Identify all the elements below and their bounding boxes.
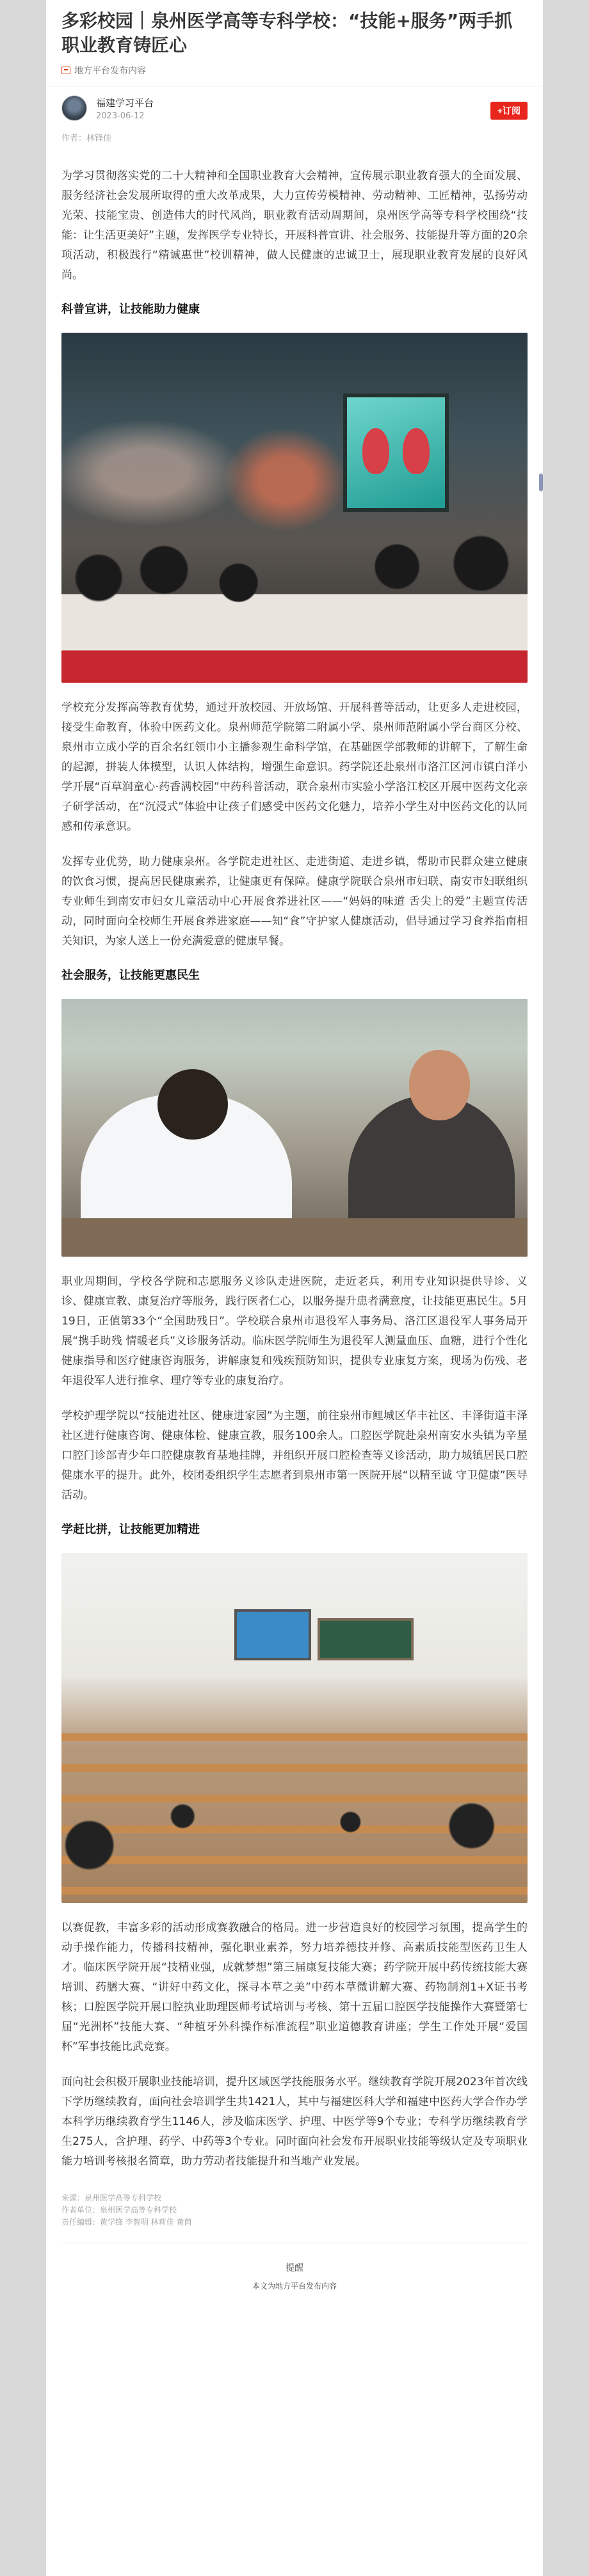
students-group xyxy=(61,521,528,683)
source-line: 来源：泉州医学高等专科学校 xyxy=(61,2193,162,2202)
paragraph: 职业周期间，学校各学院和志愿服务义诊队走进医院，走近老兵，利用专业知识提供导诊、义诊、健康宣教、康复治疗等服务，践行医者仁心，以服务提升患者满意度，让技能更惠民生。5月19日，正值第33个“全国助残日”。学校联合泉州市退役军人事务局、洛江区退役军人事务局开展“携手助残 情暖老兵”义诊服务活动。临床医学院师生为退役军人测量血压、血糖，进行个性化健康指导和医疗健康咨询服务，讲解康复和残疾预防知识，提供专业康复方案，现场为伤残、老年退役军人进行推拿、理疗等专业的康复治疗。 xyxy=(61,1275,528,1387)
nurse-head xyxy=(157,1069,228,1140)
section-heading: 社会服务，让技能更惠民生 xyxy=(61,969,200,982)
paragraph: 以赛促教，丰富多彩的活动形成赛教融合的格局。进一步营造良好的校园学习氛围，提高学生的动手操作能力，传播科技精神，强化职业素养，努力培养德技并修、高素质技能型医药卫生人才。临床医学院开展“技精业强，成就梦想”第三届康复技能大赛；药学院开展中药传统技能大赛培训、药膳大赛、“讲好中药文化，探寻本草之美”中药本草微讲解大赛、药物制剂1+X证书考核；口腔医学院开展口腔执业助理医师考试培训与考核、第十五届口腔医学技能操作大赛暨第七届“光洲杯”技能大赛、“种植牙外科操作标准流程”职业道德教育讲座；学生工作处开展“爱国杯”军事技能比武竞赛。 xyxy=(61,1921,528,2053)
editors-line: 责任编辑：黄学锋 李智明 林莉佳 黄茵 xyxy=(61,2218,192,2227)
avatar[interactable] xyxy=(61,95,87,121)
paragraph: 为学习贯彻落实党的二十大精神和全国职业教育大会精神，宣传展示职业教育强大的全面发展、服务经济社会发展所取得的重大改革成果，大力宣传劳模精神、劳动精神、工匠精神，弘扬劳动光荣、技能宝贵、创造伟大的时代风尚，职业教育活动周期间，泉州医学高等专科学校围绕“技能：让生活更美好”主题，发挥医学专业特长，开展科普宣讲、社会服务、技能提升等方面的20余项活动，积极践行“精诚惠世”校训精神，做人民健康的忠诚卫士，展现职业教育发展的良好风尚。 xyxy=(61,170,528,282)
publisher-label: 地方平台发布内容 xyxy=(74,66,146,76)
publisher-row xyxy=(61,64,528,77)
paragraph: 学校护理学院以“技能进社区、健康进家园”为主题，前往泉州市鲤城区华丰社区、丰泽街道丰泽社区进行健康咨询、健康体检、健康宣教，服务100余人。口腔医学院赴泉州南安水头镇为辛星口腔门诊部青少年口腔健康教育基地挂牌，并组织开展口腔检查等义诊活动，助力城镇居民口腔健康水平的提升。此外，校团委组织学生志愿者到泉州市第一医院开展“以精至诚 守卫健康”医导活动。 xyxy=(61,1410,528,1502)
byline: 作者：林锋佳 xyxy=(61,134,112,143)
article-header xyxy=(46,0,543,77)
publisher-icon xyxy=(61,67,70,74)
projector-screen xyxy=(234,1609,311,1660)
article-title: 多彩校园｜泉州医学高等专科学校：“技能+服务”两手抓 职业教育铸匠心 xyxy=(61,10,513,56)
section-heading: 学赶比拼，让技能更加精进 xyxy=(61,1523,200,1536)
article-page xyxy=(46,0,543,2576)
scrollbar[interactable] xyxy=(539,473,543,491)
paragraph: 发挥专业优势，助力健康泉州。各学院走进社区、走进街道、走进乡镇，帮助市民群众建立健康的饮食习惯，提高居民健康素养，让健康更有保障。健康学院联合泉州市妇联、南安市妇联组织专业师生到南安市妇女儿童活动中心开展食养进社区——“妈妈的味道 舌尖上的爱”主题宣传活动，同时面向全校师生开展食养进家庭——知“食”守护家人健康活动，倡导通过学习食养指南相关知识，为家人送上一份充满爱意的健康早餐。 xyxy=(61,855,528,948)
article-footer-meta xyxy=(61,2192,528,2229)
notice-title: 提醒 xyxy=(286,2263,303,2273)
paragraph: 学校充分发挥高等教育优势，通过开放校园、开放场馆、开展科普等活动，让更多人走进校园，接受生命教育，体验中医药文化。泉州师范学院第二附属小学、泉州师范附属小学台商区分校、泉州市立成小学的百余名红领巾小主播参观生命科学馆，在基础医学部教师的讲解下，了解生命的起源，拼装人体模型，认识人体结构，增强生命意识。药学院还赴泉州市洛江区河市镇白洋小学开展“百草润童心·药香满校园”中药科普活动，联合泉州市实验小学洛江校区开展中医药文化亲子研学活动，在“沉浸式”体验中让孩子们感受中医药文化魅力，培养小学生对中医药文化的认同感和传承意识。 xyxy=(61,701,528,833)
publish-date: 2023-06-12 xyxy=(96,111,145,121)
author-meta xyxy=(96,96,154,121)
students-desks xyxy=(61,1710,528,1903)
veteran-head xyxy=(409,1050,470,1120)
science-museum-photo xyxy=(61,333,528,683)
author-name[interactable]: 福建学习平台 xyxy=(96,97,154,109)
table xyxy=(61,1218,528,1257)
notice xyxy=(61,2261,528,2291)
subscribe-button[interactable]: +订阅 xyxy=(490,102,528,120)
paragraph: 面向社会积极开展职业技能培训，提升区域医学技能服务水平。继续教育学院开展2023年首次线下学历继续教育，面向社会培训学生共1421人，其中与福建医科大学和福建中医药大学合作办学本科学历继续教育学生1146人，涉及临床医学、护理、中医学等9个专业；专科学历继续教育学生275人，含护理、药学、中药等3个专业。同时面向社会发布开展职业技能等级认定及专项职业能力培训考核报名简章，助力劳动者技能提升和当地产业发展。 xyxy=(61,2076,528,2168)
classroom-competition-photo xyxy=(61,1553,528,1903)
display-screen xyxy=(343,394,449,512)
notice-text: 本文为地方平台发布内容 xyxy=(252,2282,337,2291)
producer-line: 作者单位：泉州医学高等专科学校 xyxy=(61,2206,177,2214)
section-heading: 科普宣讲，让技能助力健康 xyxy=(61,303,200,316)
author-row xyxy=(46,86,543,121)
article-content xyxy=(46,166,543,2291)
blackboard xyxy=(318,1618,414,1660)
blood-pressure-service-photo xyxy=(61,999,528,1257)
